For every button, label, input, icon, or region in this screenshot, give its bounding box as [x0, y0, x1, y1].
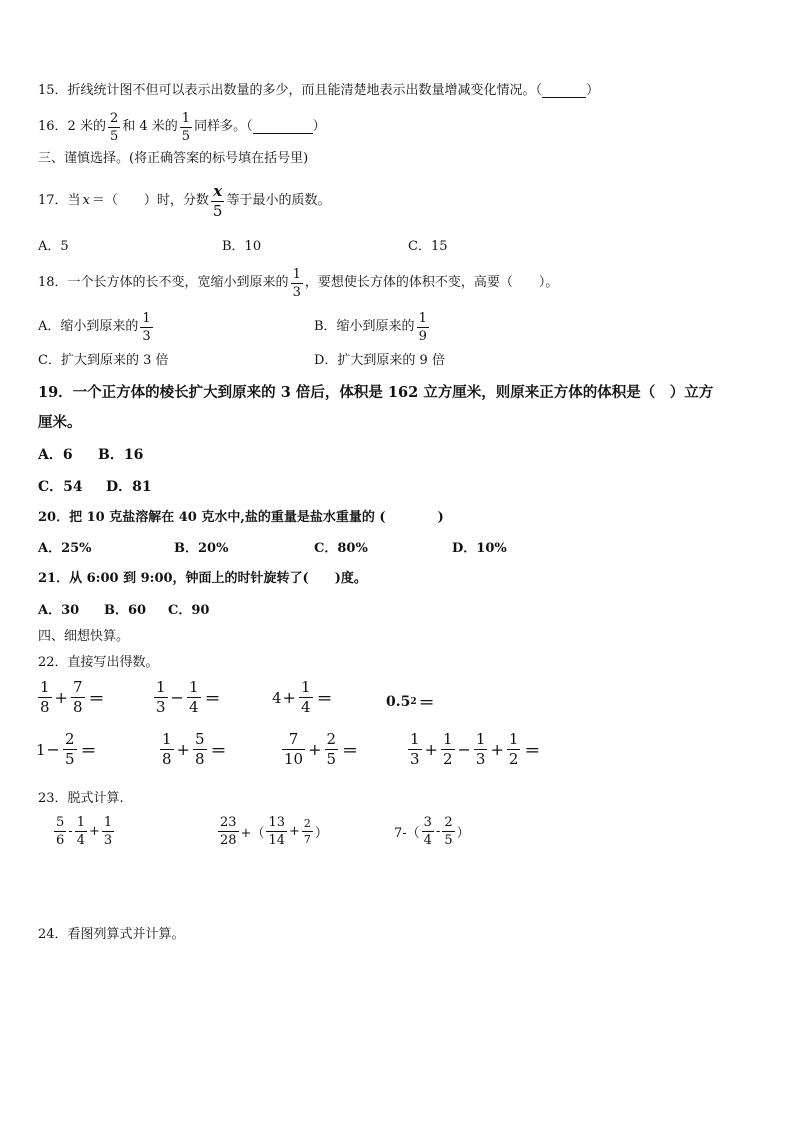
whole-number: 1	[36, 740, 46, 759]
q23-title-text: 23．脱式计算.	[38, 791, 124, 806]
numerator: 1	[508, 730, 519, 748]
numerator: 1	[442, 730, 453, 748]
q22-r1-expr-4	[386, 690, 435, 713]
operator: +	[490, 740, 504, 759]
q15-number: 15．	[38, 83, 68, 98]
question-19-line-1: 19．一个正方体的棱长扩大到原来的 3 倍后，体积是 162 立方厘米，则原来正方体的体积是（ ）立方	[38, 384, 714, 401]
denominator: 3	[475, 750, 486, 768]
numerator: 5	[194, 730, 205, 748]
q22-r1-expr-3	[272, 680, 333, 715]
q16-number: 16．	[38, 119, 68, 134]
q16-text-a: 2 米的	[67, 119, 106, 134]
numerator: 1	[188, 678, 199, 696]
fraction	[187, 680, 201, 715]
denominator: 4	[188, 698, 199, 716]
q18-number: 18．	[38, 275, 68, 290]
numerator: 1	[103, 815, 113, 830]
numerator: 1	[162, 730, 172, 748]
base: 0.5	[386, 693, 411, 710]
q17-text-b: ＝（ ）时，分数	[91, 193, 209, 208]
q18-option-a[interactable]	[38, 310, 155, 344]
operator: -	[435, 824, 441, 839]
question-16	[38, 112, 326, 142]
question-17	[38, 181, 331, 220]
denominator: 3	[156, 698, 166, 716]
fraction	[507, 732, 521, 767]
denominator: 5	[181, 128, 191, 144]
q24-text: 24．看图列算式并计算。	[38, 927, 185, 942]
denominator: 5	[212, 201, 223, 220]
q19-option-b[interactable]: B．16	[98, 447, 144, 463]
exponent: 2	[410, 696, 417, 707]
numerator: 7	[72, 678, 83, 696]
fraction	[422, 816, 434, 847]
q17-option-a[interactable]: A．5	[38, 239, 69, 254]
numerator: 2	[326, 730, 337, 748]
fraction	[299, 680, 313, 715]
equals-sign: ＝	[210, 741, 227, 760]
q18-option-b[interactable]	[314, 310, 431, 344]
numerator: 2	[444, 815, 453, 830]
operator: +	[289, 824, 300, 839]
denominator: 6	[56, 833, 65, 848]
q23-expr-1	[52, 816, 116, 847]
denominator: 4	[76, 833, 85, 848]
numerator: 2	[303, 817, 311, 830]
q23-expr-3	[394, 816, 470, 847]
q18-option-b-fraction	[417, 312, 429, 343]
numerator: 5	[56, 815, 65, 830]
numerator: 1	[181, 110, 191, 126]
q15-answer-blank[interactable]	[542, 85, 586, 98]
q17-option-b[interactable]: B．10	[222, 239, 262, 254]
q20-option-a[interactable]: A．25%	[38, 541, 92, 556]
denominator: 7	[303, 833, 311, 846]
numerator: x	[213, 181, 223, 200]
numerator: 1	[475, 730, 486, 748]
q19-option-a[interactable]: A．6	[38, 447, 73, 463]
denominator: 5	[444, 833, 453, 848]
q22-r2-expr-4	[406, 732, 540, 767]
question-23-title	[38, 790, 124, 808]
denominator: 8	[72, 698, 83, 716]
q15-close: ）	[586, 83, 600, 98]
q17-option-c[interactable]: C．15	[408, 239, 448, 254]
fraction	[71, 680, 85, 715]
leading-term: 7-（	[394, 826, 420, 841]
fraction	[63, 732, 77, 767]
fraction	[193, 732, 207, 767]
q18-fraction	[291, 268, 303, 299]
q20-option-b[interactable]: B．20%	[174, 541, 229, 556]
equals-sign: ＝	[80, 741, 97, 760]
denominator: 3	[142, 328, 151, 344]
denominator: 3	[292, 284, 301, 300]
q21-option-b[interactable]: B．60	[104, 603, 147, 618]
fraction	[266, 816, 287, 847]
question-22-title	[38, 654, 159, 672]
q18-option-a-fraction	[140, 312, 152, 343]
q18-text-a: 一个长方体的长不变，宽缩小到原来的	[67, 275, 289, 290]
fraction	[474, 732, 488, 767]
section-4-text: 四、细想快算。	[38, 629, 130, 644]
equals-sign: ＝	[524, 741, 541, 760]
denominator: 3	[103, 833, 113, 848]
numerator: 1	[40, 678, 50, 696]
numerator: 1	[300, 678, 311, 696]
operator: −	[46, 740, 60, 759]
section-3-heading	[38, 150, 308, 168]
denominator: 8	[162, 750, 172, 768]
fraction	[160, 732, 174, 767]
numerator: 2	[64, 730, 75, 748]
denominator: 4	[300, 698, 311, 716]
question-15	[38, 82, 599, 100]
q22-r1-expr-2	[152, 680, 221, 715]
q16-text-c: 同样多。（	[194, 119, 253, 134]
denominator: 28	[220, 833, 237, 848]
numerator: 23	[220, 815, 237, 830]
question-21: 21．从 6:00 到 9:00，钟面上的时针旋转了( )度。	[38, 571, 367, 586]
fraction	[218, 816, 239, 847]
operator: −	[457, 740, 471, 759]
operator: +	[282, 688, 296, 707]
denominator: 8	[40, 698, 50, 716]
section-4-heading	[38, 628, 129, 646]
whole-number: 4	[272, 688, 282, 707]
denominator: 5	[326, 750, 337, 768]
question-19-line-2: 厘米。	[38, 414, 82, 431]
fraction	[441, 732, 455, 767]
operator: +	[424, 740, 438, 759]
fraction	[302, 818, 313, 845]
numerator: 1	[156, 678, 166, 696]
q23-expr-2	[216, 816, 328, 847]
q22-r2-expr-2	[158, 732, 227, 767]
q15-text: 折线统计图不但可以表示出数量的多少，而且能清楚地表示出数量增减变化情况。（	[67, 83, 543, 98]
fraction	[54, 816, 66, 847]
closing-paren: ）	[314, 826, 328, 841]
denominator: 14	[268, 833, 285, 848]
numerator: 2	[109, 110, 119, 126]
numerator: 1	[76, 815, 85, 830]
numerator: 7	[288, 730, 299, 748]
denominator: 2	[442, 750, 453, 768]
numerator: 1	[410, 730, 420, 748]
operator: +	[88, 824, 100, 839]
q16-answer-blank[interactable]	[253, 121, 313, 134]
q16-fraction-1	[108, 112, 120, 143]
denominator: 2	[508, 750, 519, 768]
fraction	[154, 680, 168, 715]
operator: +	[54, 688, 68, 707]
equals-sign: ＝	[342, 741, 359, 760]
q18-text-b: ，要想使长方体的体积不变，高要（ ）。	[304, 275, 559, 290]
q17-variable: x	[82, 193, 90, 208]
q16-close: ）	[312, 119, 326, 134]
q22-title-text: 22．直接写出得数。	[38, 655, 159, 670]
fraction	[75, 816, 87, 847]
fraction	[408, 732, 422, 767]
denominator: 5	[109, 128, 119, 144]
fraction	[442, 816, 454, 847]
operator: −	[170, 688, 184, 707]
q17-text-c: 等于最小的质数。	[226, 193, 331, 208]
denominator: 9	[418, 328, 427, 344]
q18-option-a-text: A．缩小到原来的	[38, 319, 139, 334]
numerator: 3	[423, 815, 432, 830]
q19-option-d[interactable]: D．81	[106, 479, 152, 495]
q21-option-c[interactable]: C．90	[168, 603, 210, 618]
q17-fraction	[211, 181, 225, 220]
equals-sign: ＝	[316, 689, 333, 708]
q17-text-a: 当	[67, 193, 81, 208]
denominator: 5	[64, 750, 75, 768]
question-18	[38, 266, 558, 300]
operator: +	[176, 740, 190, 759]
question-20: 20．把 10 克盐溶解在 40 克水中,盐的重量是盐水重量的 ( )	[38, 510, 444, 525]
q20-option-d[interactable]: D．10%	[452, 541, 507, 556]
denominator: 8	[194, 750, 205, 768]
q22-r2-expr-3	[280, 732, 358, 767]
operator: +	[308, 740, 322, 759]
denominator: 10	[284, 750, 304, 768]
question-24	[38, 926, 185, 944]
fraction	[282, 732, 305, 767]
equals-sign: ＝	[204, 689, 221, 708]
fraction	[325, 732, 339, 767]
q16-text-b: 和 4 米的	[122, 119, 178, 134]
q22-r1-expr-1	[36, 680, 105, 715]
numerator: 1	[418, 310, 427, 326]
fraction	[102, 816, 114, 847]
q20-option-c[interactable]: C．80%	[314, 541, 368, 556]
fraction	[38, 680, 52, 715]
operator: -	[68, 824, 73, 839]
q21-option-a[interactable]: A．30	[38, 603, 80, 618]
section-3-text: 三、谨慎选择。(将正确答案的标号填在括号里)	[38, 151, 309, 166]
numerator: 13	[268, 815, 285, 830]
equals-sign: ＝	[418, 693, 435, 712]
q18-option-c[interactable]: C．扩大到原来的 3 倍	[38, 353, 169, 368]
q17-number: 17．	[38, 193, 68, 208]
denominator: 3	[410, 750, 420, 768]
q18-option-d[interactable]: D．扩大到原来的 9 倍	[314, 353, 445, 368]
denominator: 4	[423, 833, 432, 848]
closing-paren: ）	[456, 826, 470, 841]
numerator: 1	[142, 310, 151, 326]
q19-option-c[interactable]: C．54	[38, 479, 83, 495]
equals-sign: ＝	[88, 689, 105, 708]
q22-r2-expr-1	[36, 732, 97, 767]
q16-fraction-2	[180, 112, 192, 143]
numerator: 1	[292, 266, 301, 282]
q18-option-b-text: B．缩小到原来的	[314, 319, 415, 334]
operator: +（	[240, 826, 265, 841]
